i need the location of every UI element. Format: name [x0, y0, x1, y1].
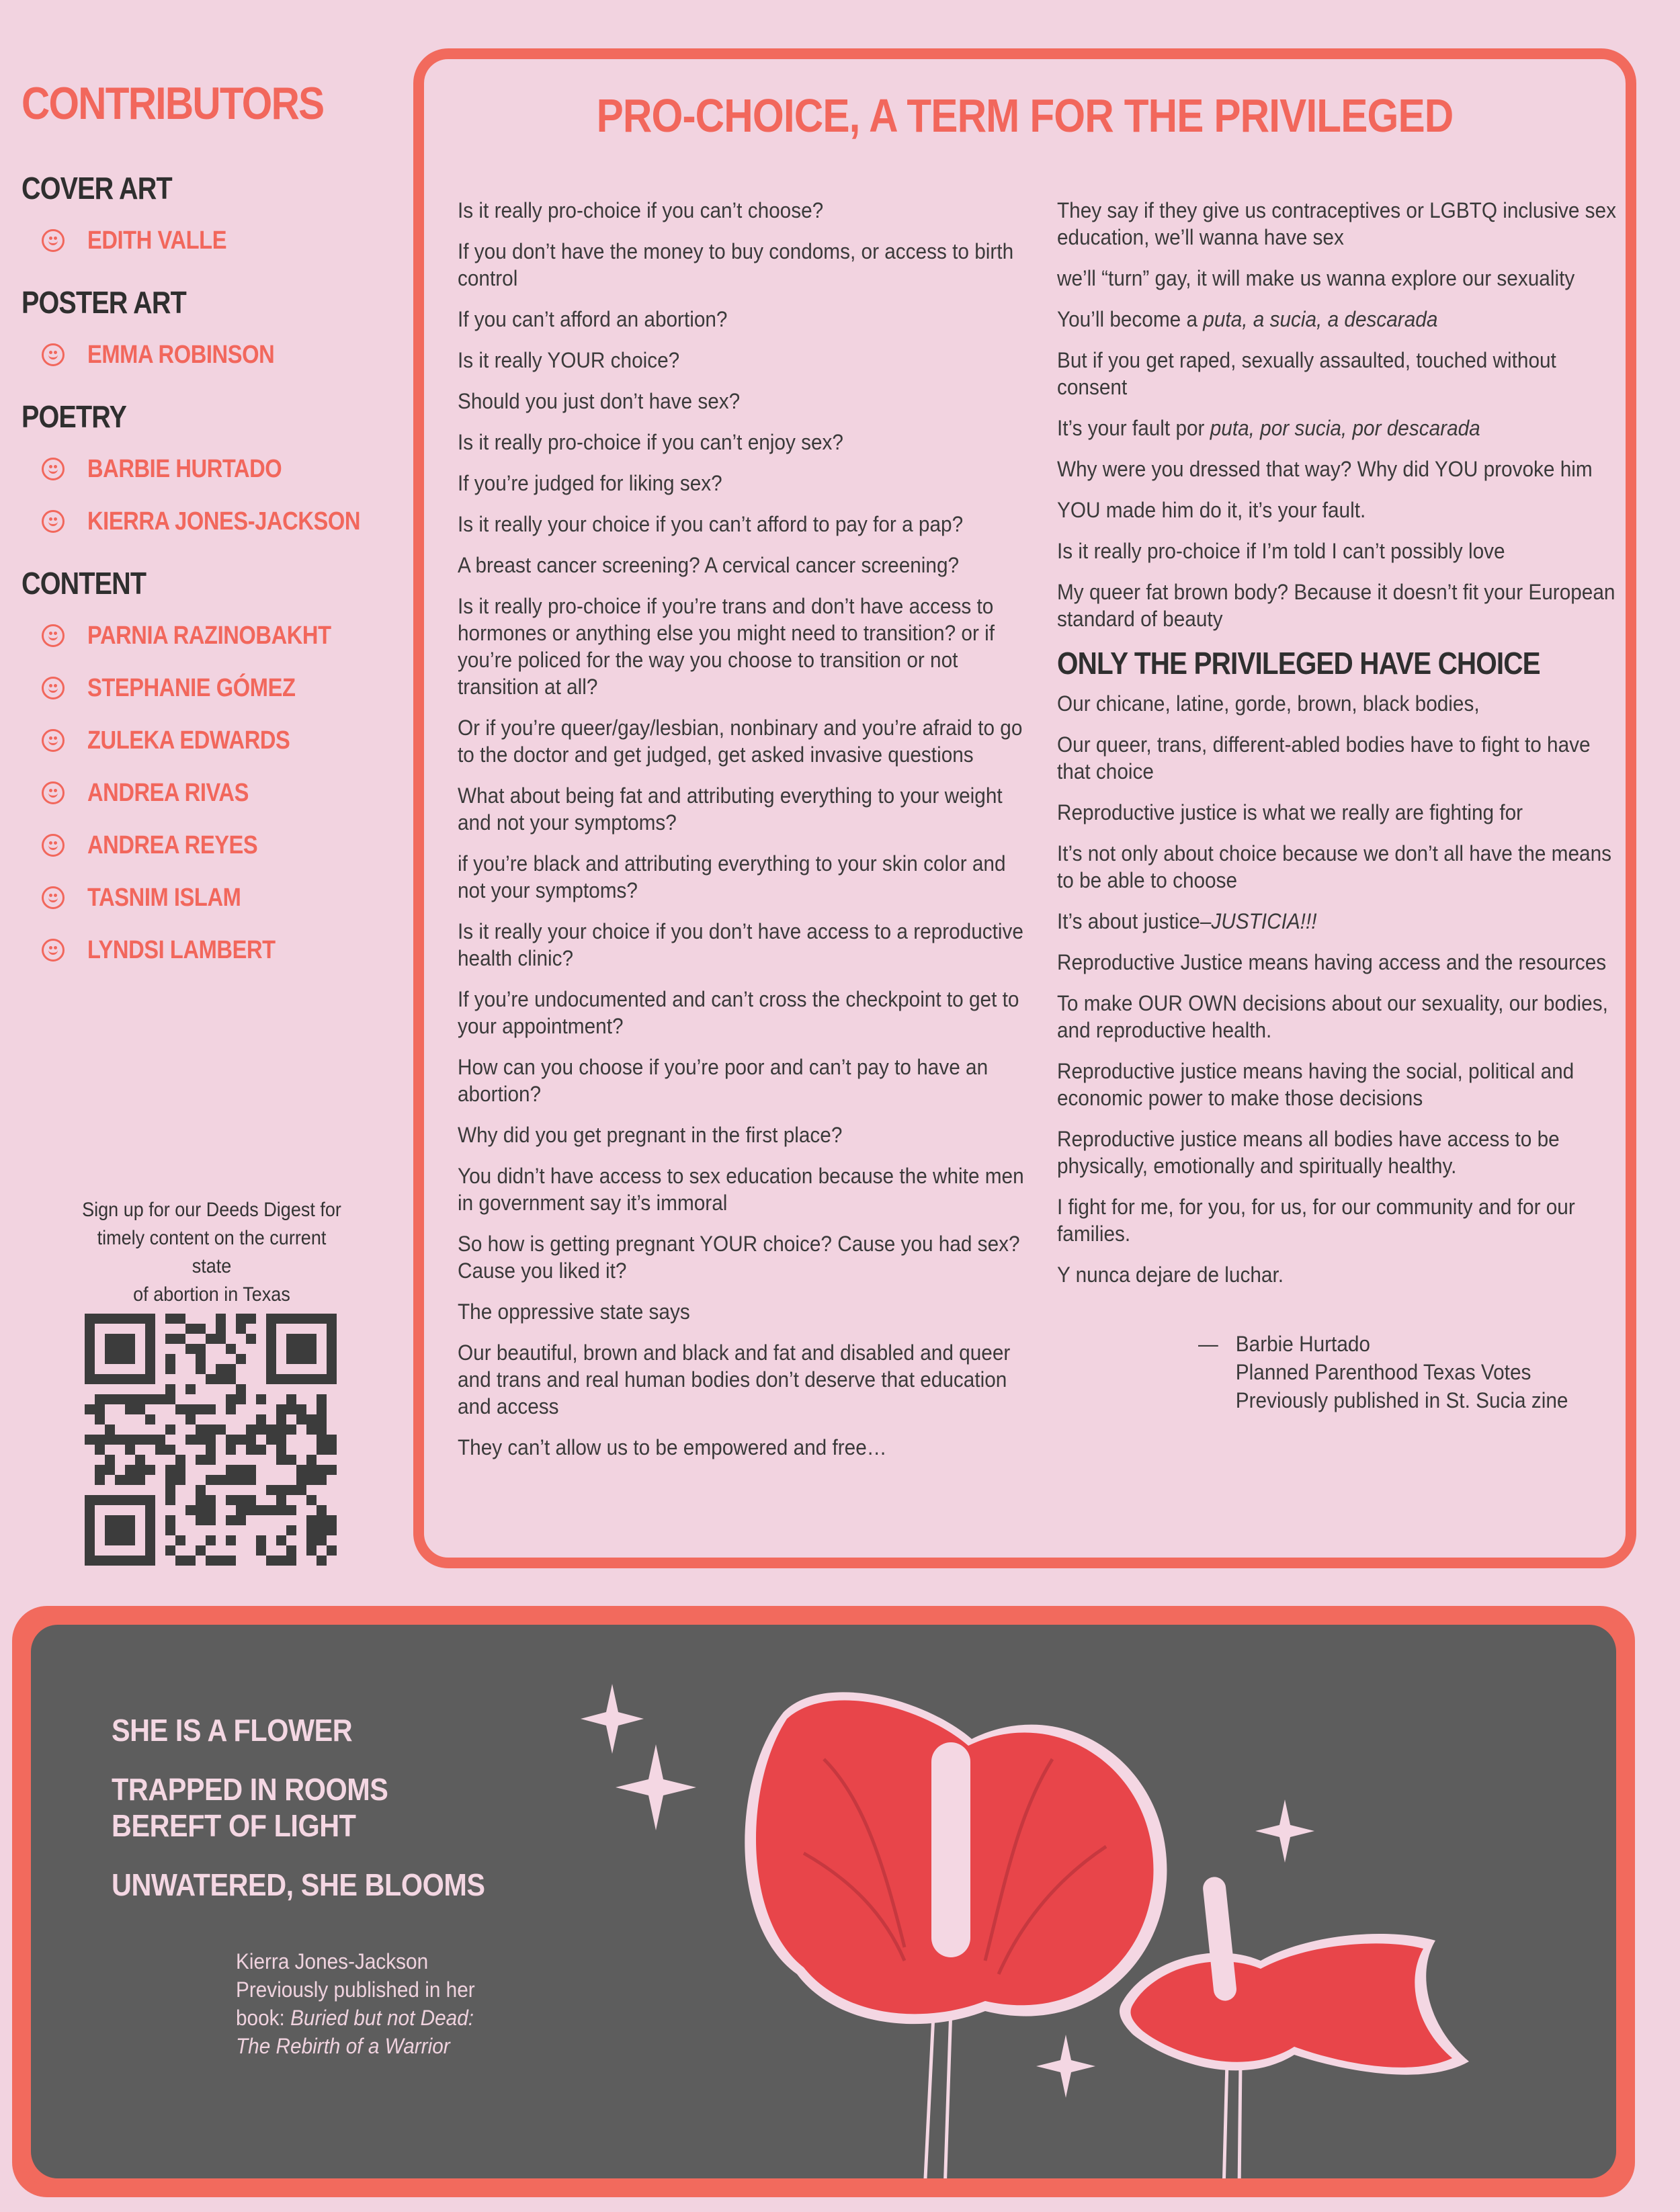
article-title: PRO-CHOICE, A TERM FOR THE PRIVILEGED — [596, 89, 1454, 142]
signature-dash: — — [1198, 1332, 1218, 1356]
poem-line: How can you choose if you’re poor and can’t pay to have an abortion? — [458, 1055, 989, 1106]
contributor-item — [22, 214, 398, 267]
poem-line: YOU made him do it, it’s your fault. — [1057, 498, 1366, 522]
poem-line: Our queer, trans, different-abled bodies have to fight to have that choice — [1057, 732, 1591, 783]
contributors-section-poster-art — [22, 284, 398, 381]
section-subheading: ONLY THE PRIVILEGED HAVE CHOICE — [1057, 646, 1540, 681]
poem-line: If you’re undocumented and can’t cross the checkpoint to get to your appointment? — [458, 987, 1019, 1038]
poem-line: Y nunca dejare de luchar. — [1057, 1263, 1284, 1287]
credit-book-prefix: book: — [236, 2006, 291, 2030]
poem-line: we’ll “turn” gay, it will make us wanna explore our sexuality — [1057, 266, 1575, 290]
smiley-icon — [42, 677, 65, 699]
poem-line: The oppressive state says — [458, 1300, 690, 1324]
signup-line: Sign up for our Deeds Digest for — [82, 1199, 341, 1221]
credit-book-subtitle: The Rebirth of a Warrior — [236, 2034, 450, 2058]
poem-line — [1057, 306, 1619, 333]
credit-book — [236, 2004, 561, 2032]
contributor-item — [22, 662, 398, 714]
contributor-name: EDITH VALLE — [87, 226, 227, 255]
contributor-name: ANDREA RIVAS — [87, 778, 249, 807]
contributor-name: BARBIE HURTADO — [87, 454, 282, 483]
contributors-title: CONTRIBUTORS — [22, 78, 324, 129]
signup-line: of abortion in Texas — [133, 1283, 290, 1306]
contributor-name: PARNIA RAZINOBAKHT — [87, 621, 331, 650]
poem-text — [112, 1712, 528, 1926]
poem-line: I fight for me, for you, for us, for our community and for our families. — [1057, 1195, 1575, 1246]
poem-line: Is it really your choice if you can’t afford to pay for a pap? — [458, 512, 964, 536]
contributor-name: ANDREA REYES — [87, 831, 258, 859]
poem-line: If you don’t have the money to buy condoms, or access to birth control — [458, 239, 1014, 290]
poem-line: They can’t allow us to be empowered and free… — [458, 1435, 887, 1459]
contributors-section-poetry — [22, 398, 398, 548]
poem-panel-inner — [31, 1625, 1616, 2178]
poem-line — [1057, 415, 1619, 441]
poem-panel — [12, 1606, 1635, 2197]
poem-line: Is it really pro-choice if I’m told I can’t possibly love — [1057, 539, 1505, 563]
poem-stanza: UNWATERED, SHE BLOOMS — [112, 1867, 485, 1902]
poem-line: So how is getting pregnant YOUR choice? Cause you had sex? Cause you liked it? — [458, 1232, 1020, 1283]
poem-line: Is it really pro-choice if you can’t enjoy sex? — [458, 430, 843, 454]
poem-credit — [236, 1947, 561, 2060]
poem-line: Our chicane, latine, gorde, brown, black bodies, — [1057, 691, 1480, 716]
smiley-icon — [42, 834, 65, 857]
contributor-item — [22, 443, 398, 495]
poem-line: Why did you get pregnant in the first place? — [458, 1123, 843, 1147]
poem-line: My queer fat brown body? Because it doesn’t fit your European standard of beauty — [1057, 580, 1615, 631]
poem-line: If you can’t afford an abortion? — [458, 307, 728, 331]
section-heading: CONTENT — [22, 566, 146, 601]
author-signature — [1198, 1330, 1592, 1414]
contributors-section-cover-art — [22, 170, 398, 267]
poem-line: It’s not only about choice because we don’t all have the means to be able to choose — [1057, 841, 1611, 892]
contributor-item — [22, 495, 398, 548]
poem-line: But if you get raped, sexually assaulted, touched without consent — [1057, 348, 1556, 399]
signature-org: Planned Parenthood Texas Votes — [1235, 1360, 1531, 1384]
poem-line: Should you just don’t have sex? — [458, 389, 741, 413]
smiley-icon — [42, 939, 65, 962]
smiley-icon — [42, 886, 65, 909]
smiley-icon — [42, 229, 65, 252]
anthurium-flower-icon — [1120, 1876, 1469, 2075]
line-text: It’s your fault por — [1057, 416, 1210, 440]
poem-line: Reproductive Justice means having access and the resources — [1057, 950, 1607, 974]
signup-line: timely content on the current state — [97, 1227, 327, 1277]
section-heading: POSTER ART — [22, 285, 186, 320]
section-heading: COVER ART — [22, 171, 172, 206]
article-box — [413, 48, 1636, 1568]
poem-line: What about being fat and attributing everything to your weight and not your symptoms? — [458, 783, 1003, 835]
article-column-left — [458, 197, 1036, 1475]
contributor-item — [22, 767, 398, 819]
poem-line: Or if you’re queer/gay/lesbian, nonbinary and you’re afraid to go to the doctor and get judged, get asked invasive questions — [458, 716, 1023, 767]
contributor-item — [22, 714, 398, 767]
contributor-name: STEPHANIE GÓMEZ — [87, 673, 296, 702]
poem-line: Why were you dressed that way? Why did YOU provoke him — [1057, 457, 1593, 481]
article-column-right — [1057, 197, 1622, 1414]
poem-line: Reproductive justice means all bodies have access to be physically, emotionally and spiritually healthy. — [1057, 1127, 1560, 1178]
line-text: It’s about justice– — [1057, 909, 1212, 933]
contributor-item — [22, 924, 398, 976]
poem-line: Reproductive justice is what we really are fighting for — [1057, 800, 1523, 824]
poem-line: if you’re black and attributing everything to your skin color and not your symptoms? — [458, 851, 1006, 902]
poem-line: Reproductive justice means having the social, political and economic power to make those decisions — [1057, 1059, 1574, 1110]
contributor-name: TASNIM ISLAM — [87, 883, 241, 912]
anthurium-flower-icon — [745, 1692, 1167, 2024]
contributor-item — [22, 871, 398, 924]
section-heading: POETRY — [22, 399, 127, 434]
smiley-icon — [42, 510, 65, 533]
line-italic: puta, a sucia, a descarada — [1203, 307, 1438, 331]
poem-line: Our beautiful, brown and black and fat and disabled and queer and trans and real human bodies don’t deserve that education and access — [458, 1341, 1011, 1418]
contributor-name: EMMA ROBINSON — [87, 340, 275, 369]
poem-line: A breast cancer screening? A cervical cancer screening? — [458, 553, 960, 577]
contributor-name: ZULEKA EDWARDS — [87, 726, 290, 755]
poem-line: They say if they give us contraceptives or LGBTQ inclusive sex education, we’ll wanna have sex — [1057, 198, 1616, 249]
credit-book-title: Buried but not Dead: — [290, 2006, 474, 2030]
contributor-item — [22, 329, 398, 381]
contributor-item — [22, 819, 398, 871]
poem-line: Is it really pro-choice if you’re trans and don’t have access to hormones or anything else you might need to transition? or if you’re policed for the way you choose to transition or not transition at all? — [458, 594, 995, 699]
smiley-icon — [42, 458, 65, 480]
signature-source: Previously published in St. Sucia zine — [1235, 1388, 1568, 1412]
contributor-name: KIERRA JONES-JACKSON — [87, 507, 361, 536]
qr-code-icon[interactable] — [85, 1314, 337, 1566]
poem-stanza: TRAPPED IN ROOMS BEREFT OF LIGHT — [112, 1772, 388, 1843]
poem-line: To make OUR OWN decisions about our sexuality, our bodies, and reproductive health. — [1057, 991, 1608, 1042]
poem-line: You didn’t have access to sex education because the white men in government say it’s immoral — [458, 1164, 1024, 1215]
poem-line: Is it really YOUR choice? — [458, 348, 680, 372]
credit-author: Kierra Jones-Jackson — [236, 1949, 429, 1973]
smiley-icon — [42, 729, 65, 752]
poem-line: Is it really your choice if you don’t have access to a reproductive health clinic? — [458, 919, 1023, 970]
contributor-item — [22, 609, 398, 662]
smiley-icon — [42, 624, 65, 647]
line-italic: JUSTICIA!!! — [1211, 909, 1317, 933]
credit-line: Previously published in her — [236, 1977, 475, 2002]
contributors-list — [22, 77, 398, 994]
line-text: You’ll become a — [1057, 307, 1204, 331]
contributor-name: LYNDSI LAMBERT — [87, 935, 276, 964]
contributors-section-content — [22, 565, 398, 976]
poem-line: If you’re judged for liking sex? — [458, 471, 722, 495]
smiley-icon — [42, 343, 65, 366]
poem-line — [1057, 908, 1619, 935]
line-italic: puta, por sucia, por descarada — [1210, 416, 1480, 440]
signature-author: Barbie Hurtado — [1235, 1332, 1370, 1356]
poem-stanza: SHE IS A FLOWER — [112, 1713, 353, 1748]
smiley-icon — [42, 781, 65, 804]
newsletter-signup-text — [76, 1196, 348, 1309]
poem-line: Is it really pro-choice if you can’t choose? — [458, 198, 824, 222]
